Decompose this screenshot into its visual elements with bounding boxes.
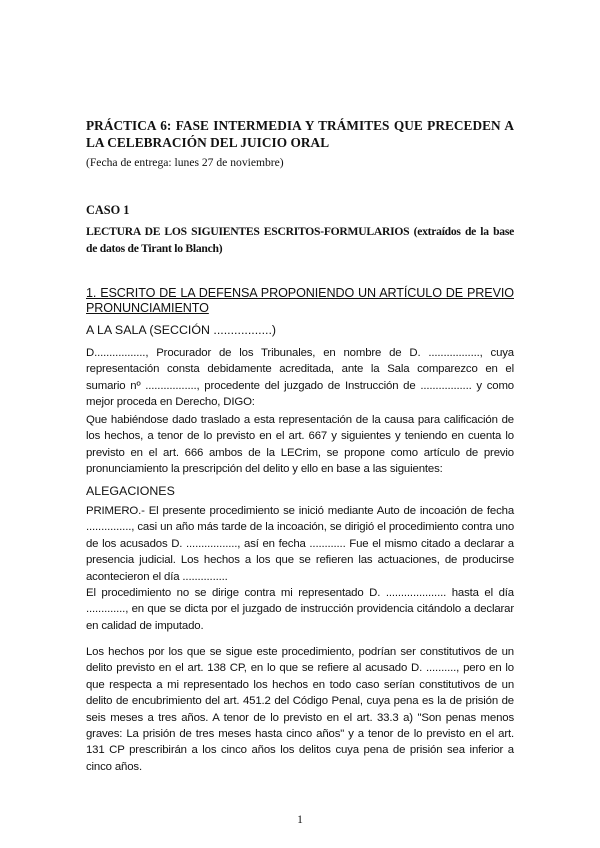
addressee-line: A LA SALA (SECCIÓN .................) [86, 323, 277, 337]
proposal-paragraph: Que habiéndose dado traslado a esta representación de la causa para calificación de los hechos, a tenor de lo previsto en el art. 667 y siguientes y teniendo en cuenta lo previsto en el art. 666 ambos de la LECrim, se propone como artículo de previo pronunciamiento la prescripción del delito y ello en base a las siguientes: [86, 414, 514, 476]
page-number: 1 [297, 814, 303, 826]
allegation-third: Los hechos por los que se sigue este procedimiento, podrían ser constitutivos de un delito previsto en el art. 138 CP, en lo que se refiere al acusado D. .........., pero en lo que respecta a mi representado los hechos en todo caso serían constitutivos de un delito de encubrimiento del art. 451.2 del Código Penal, cuya pena es la de prisión de seis meses a tres años. A tenor de lo previsto en el art. 33.3 a) "Son penas menos graves: La prisión de tres meses hasta cinco años" y a tenor de lo previsto en el art. 131 CP prescribirán a los cinco años los delitos cuya pena de prisión sea inferior a cinco años. [86, 646, 514, 773]
reading-heading: LECTURA DE LOS SIGUIENTES ESCRITOS-FORMULARIOS (extraídos de la base de datos de Tirant lo Blanch) [86, 225, 514, 255]
allegations-heading: ALEGACIONES [86, 484, 175, 498]
case-label: CASO 1 [86, 203, 130, 217]
allegation-first: PRIMERO.- El presente procedimiento se inició mediante Auto de incoación de fecha ..............., casi un año más tarde de la incoación, se dirigió el procedimiento contra uno de los acusados D. ................., así en fecha ............ Fue el mismo citado a declarar a presencia judicial. Los hechos a los que se refieren las actuaciones, de producirse acontecieron el día ............... [86, 505, 514, 583]
allegation-second: El procedimiento no se dirige contra mi representado D. .................... hasta el día ............., en que se dicta por el juzgado de instrucción providencia citándolo a declarar en calidad de imputado. [86, 587, 514, 632]
section-heading: 1. ESCRITO DE LA DEFENSA PROPONIENDO UN ARTÍCULO DE PREVIO PRONUNCIAMIENTO [86, 286, 514, 315]
document-title: PRÁCTICA 6: FASE INTERMEDIA Y TRÁMITES QUE PRECEDEN A LA CELEBRACIÓN DEL JUICIO ORAL [86, 118, 514, 150]
intro-paragraph: D................., Procurador de los Tribunales, en nombre de D. ................., cuya representación consta debidamente acreditada, ante la Sala comparezco en el sumario nº ................., procedente del juzgado de Instrucción de ................. y como mejor proceda en Derecho, DIGO: [86, 347, 514, 409]
delivery-date-note: (Fecha de entrega: lunes 27 de noviembre) [86, 156, 284, 169]
